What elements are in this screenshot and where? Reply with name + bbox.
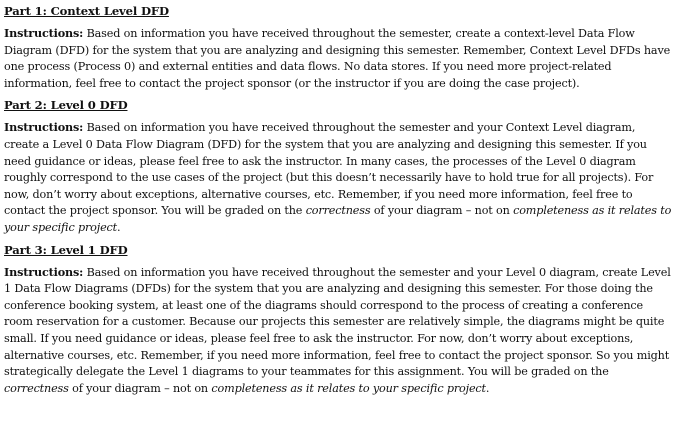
section-heading-part-2: Part 2: Level 0 DFD — [4, 98, 128, 113]
section-part-2 — [4, 97, 672, 236]
emphasis-correctness: correctness — [4, 381, 69, 395]
instructions-text: . — [485, 381, 490, 395]
instructions-paragraph-part-2 — [4, 119, 672, 236]
section-heading-part-1: Part 1: Context Level DFD — [4, 4, 169, 18]
instructions-label: Instructions: — [4, 264, 84, 279]
instructions-text: of your diagram – not on — [370, 204, 514, 218]
instructions-text: Based on information you have received throughout the semester and your Context Level diagram, create a Level 0 Data Flow Diagram (DFD) for the system that you are analyzing and designing this semester. If you need guidance or ideas, please feel free to ask the instructor. In many cases, the processes of the Level 0 diagram roughly correspond to the use cases of the project (but this doesn’t necessarily have to hold true for all projects). For now, don’t worry about exceptions, alternative courses, etc. Remember, if you need more information, feel free to contact the project sponsor. You will be graded on the — [4, 121, 654, 218]
instructions-text: Based on information you have received throughout the semester and your Level 0 diagram, create Level 1 Data Flow Diagrams (DFDs) for the system that you are analyzing and designing this semester. For those doing the conference booking system, at least one of the diagrams should correspond to the process of creating a conference room reservation for a customer. Because our projects this semester are relatively simple, the diagrams might be quite small. If you need guidance or ideas, please feel free to ask the instructor. For now, don’t worry about exceptions, alternative courses, etc. Remember, if you need more information, feel free to contact the project sponsor. So you might strategically delegate the Level 1 diagrams to your teammates for this assignment. You will be graded on the — [4, 265, 671, 379]
emphasis-completeness: completeness as it relates to your specific project — [211, 381, 486, 395]
instructions-label: Instructions: — [4, 120, 84, 135]
emphasis-correctness: correctness — [305, 204, 371, 218]
section-heading-part-3: Part 3: Level 1 DFD — [4, 242, 128, 257]
instructions-label: Instructions: — [4, 26, 84, 40]
instructions-paragraph-part-3 — [4, 264, 672, 398]
instructions-paragraph-part-1 — [4, 25, 672, 92]
section-part-1 — [4, 3, 672, 92]
emphasis-completeness: completeness as it relates to your specific project — [4, 204, 672, 234]
instructions-text: . — [117, 220, 121, 234]
instructions-text: Based on information you have received throughout the semester, create a context-level Data Flow Diagram (DFD) for the system that you are analyzing and designing this semester. Remember, Context Level DFDs have one process (Process 0) and external entities and data flows. No data stores. If you need more project-related information, feel free to contact the project sponsor (or the instructor if you are doing the case project). — [4, 27, 671, 90]
section-part-3 — [4, 242, 672, 398]
instructions-text: of your diagram – not on — [68, 381, 212, 395]
